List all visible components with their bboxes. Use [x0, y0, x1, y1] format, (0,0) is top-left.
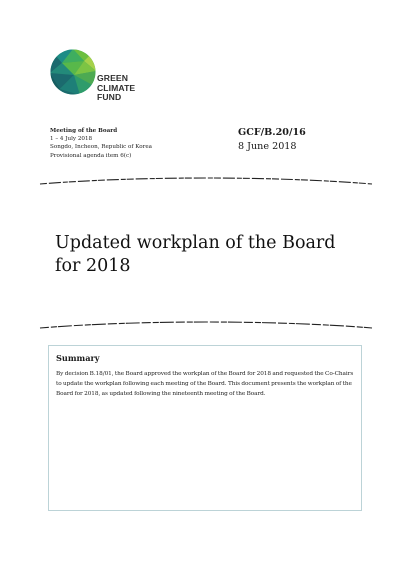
document-reference	[238, 126, 378, 154]
meeting-title: Meeting of the Board	[50, 128, 118, 134]
summary-box	[48, 345, 362, 511]
gcf-logo	[50, 49, 142, 107]
summary-heading: Summary	[56, 353, 100, 363]
meeting-info	[50, 127, 220, 160]
top-divider	[38, 174, 374, 188]
meeting-dates: 1 – 4 July 2018	[50, 136, 93, 143]
logo-wordmark	[97, 74, 135, 103]
globe-icon	[50, 49, 96, 95]
logo-line-climate: CLIMATE	[97, 82, 136, 93]
bottom-divider	[38, 318, 374, 332]
document-date: 8 June 2018	[238, 141, 297, 152]
logo-line-green: GREEN	[97, 73, 129, 83]
document-code: GCF/B.20/16	[238, 127, 306, 138]
agenda-item: Provisional agenda item 6(c)	[50, 152, 132, 159]
document-title: Updated workplan of the Board for 2018	[55, 233, 336, 276]
logo-line-fund: FUND	[97, 92, 122, 103]
summary-text: By decision B.18/01, the Board approved the workplan of the Board for 2018 and requested the Co-Chairs to update the workplan following each meeting of the Board. This document presents the workplan of the Board for 2018, as updated following the nineteenth meeting of the Board.	[56, 371, 354, 398]
meeting-location: Songdo, Incheon, Republic of Korea	[50, 144, 152, 151]
